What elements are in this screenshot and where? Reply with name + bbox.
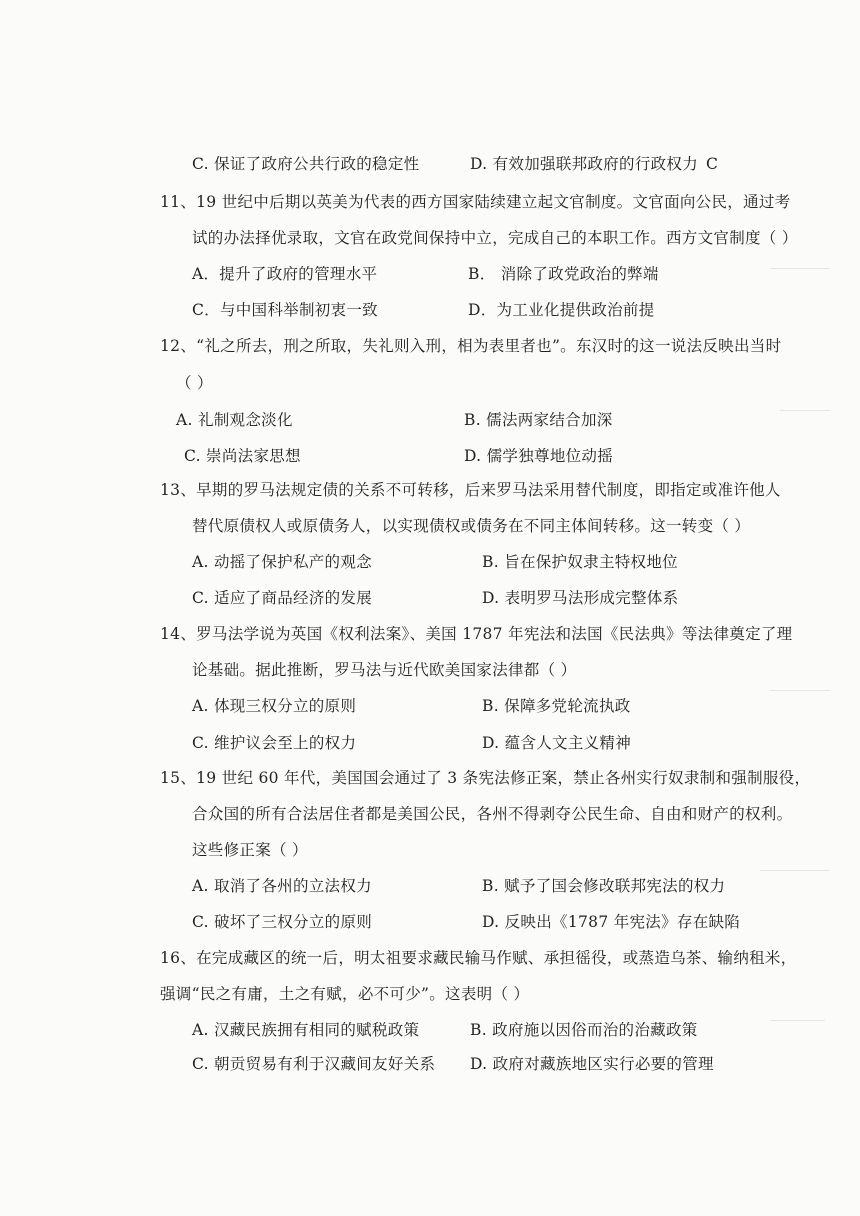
q16-option-a: A. 汉藏民族拥有相同的赋税政策 — [192, 1021, 420, 1039]
bleed-through-mark — [770, 690, 830, 691]
q15-option-c: C. 破坏了三权分立的原则 — [192, 913, 373, 931]
q12-option-b: B. 儒法两家结合加深 — [464, 411, 613, 429]
q15-stem-line-3: 这些修正案（ ） — [192, 841, 308, 859]
q11-option-a: A．提升了政府的管理水平 — [192, 265, 378, 283]
q12-stem-line-1: 12、“礼之所去，刑之所取，失礼则入刑，相为表里者也”。东汉时的这一说法反映出当时 — [160, 337, 782, 355]
q10-option-d: D. 有效加强联邦政府的行政权力 — [470, 155, 699, 173]
q12-option-c: C. 崇尚法家思想 — [184, 447, 301, 465]
q12-stem-line-2: （ ） — [176, 374, 213, 392]
q13-option-a: A. 动摇了保护私产的观念 — [192, 553, 372, 571]
q15-option-b: B. 赋予了国会修改联邦宪法的权力 — [482, 877, 726, 895]
q16-option-c: C. 朝贡贸易有利于汉藏间友好关系 — [192, 1055, 436, 1073]
q12-option-a: A. 礼制观念淡化 — [176, 411, 293, 429]
q14-stem-line-2: 论基础。据此推断，罗马法与近代欧美国家法律都（ ） — [192, 661, 577, 679]
q13-stem-line-1: 13、早期的罗马法规定债的关系不可转移，后来罗马法采用替代制度，即指定或准许他人 — [160, 481, 781, 499]
q10-option-c: C. 保证了政府公共行政的稳定性 — [192, 155, 420, 173]
q16-stem-line-2: 强调“民之有庸，土之有赋，必不可少”。这表明（ ） — [160, 985, 530, 1003]
q14-option-b: B. 保障多党轮流执政 — [482, 697, 631, 715]
q16-stem-line-1: 16、在完成藏区的统一后，明太祖要求藏民输马作赋、承担徭役，或蒸造乌茶、输纳租米， — [160, 949, 797, 967]
bleed-through-mark — [770, 1020, 825, 1021]
q13-option-d: D. 表明罗马法形成完整体系 — [482, 589, 679, 607]
q14-option-c: C. 维护议会至上的权力 — [192, 734, 357, 752]
q15-stem-line-2: 合众国的所有合法居住者都是美国公民，各州不得剥夺公民生命、自由和财产的权利。 — [192, 805, 793, 823]
bleed-through-mark — [760, 870, 830, 871]
q13-option-c: C. 适应了商品经济的发展 — [192, 589, 373, 607]
q10-answer: C — [706, 155, 718, 173]
q16-option-b: B. 政府施以因俗而治的治藏政策 — [470, 1021, 698, 1039]
bleed-through-mark — [780, 410, 830, 411]
q15-option-d: D. 反映出《1787 年宪法》存在缺陷 — [482, 913, 741, 931]
q15-option-a: A. 取消了各州的立法权力 — [192, 877, 372, 895]
q11-option-b: B． 消除了政党政治的弊端 — [468, 265, 659, 283]
q15-stem-line-1: 15、19 世纪 60 年代，美国国会通过了 3 条宪法修正案，禁止各州实行奴隶制和强制服役， — [160, 769, 811, 787]
q12-option-d: D. 儒学独尊地位动摇 — [464, 447, 614, 465]
q11-option-d: D．为工业化提供政治前提 — [468, 301, 655, 319]
q11-stem-line-1: 11、19 世纪中后期以英美为代表的西方国家陆续建立起文官制度。文官面向公民，通过考 — [160, 193, 791, 211]
q11-stem-line-2: 试的办法择优录取，文官在政党间保持中立，完成自己的本职工作。西方文官制度（ ） — [192, 229, 798, 247]
q16-option-d: D. 政府对藏族地区实行必要的管理 — [470, 1055, 714, 1073]
bleed-through-mark — [770, 268, 830, 269]
q14-option-a: A. 体现三权分立的原则 — [192, 697, 357, 715]
q13-stem-line-2: 替代原债权人或原债务人，以实现债权或债务在不同主体间转移。这一转变（ ） — [192, 517, 751, 535]
q14-option-d: D. 蕴含人文主义精神 — [482, 734, 632, 752]
q11-option-c: C．与中国科举制初衷一致 — [192, 301, 378, 319]
q14-stem-line-1: 14、罗马法学说为英国《权利法案》、美国 1787 年宪法和法国《民法典》等法律奠定了理 — [160, 625, 793, 643]
q13-option-b: B. 旨在保护奴隶主特权地位 — [482, 553, 678, 571]
